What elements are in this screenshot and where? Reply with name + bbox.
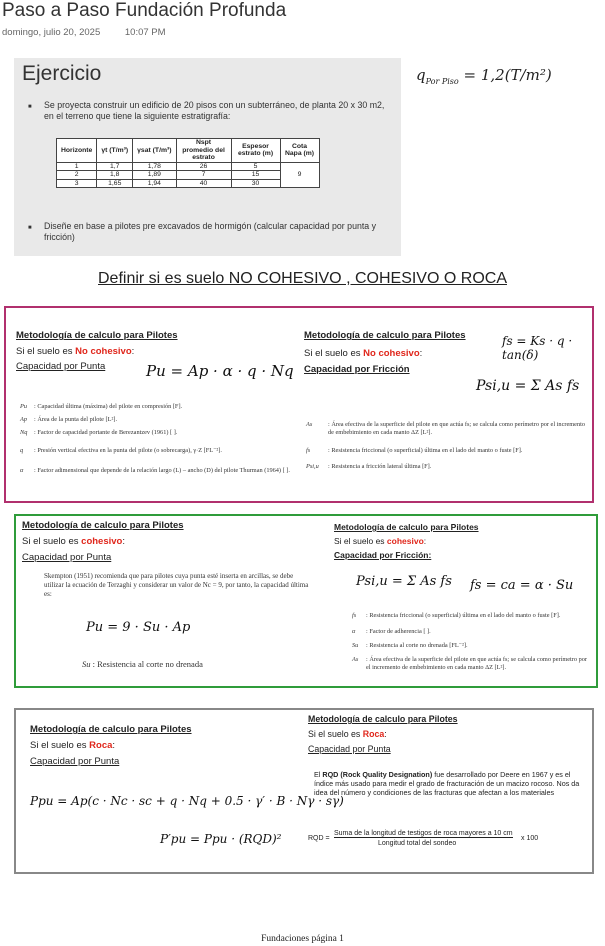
soil-type: cohesivo [81, 536, 123, 547]
rqd-denominator: Longitud total del sondeo [378, 840, 457, 847]
soil-type: Roca [362, 729, 385, 739]
definir-heading: Definir si es suelo NO COHESIVO , COHESIVO O ROCA [98, 270, 507, 287]
soil-line-suffix: : [423, 536, 427, 546]
table-cell: 1,94 [133, 179, 176, 188]
rqd-paragraph-prefix: El [314, 770, 323, 779]
soil-type: Roca [89, 740, 113, 751]
ejercicio-heading: Ejercicio [22, 62, 102, 85]
table-row [57, 162, 320, 171]
definition-symbol: Psi,u [306, 463, 319, 470]
ejercicio-bullet-2: ■ Diseñe en base a pilotes pre excavados de hormigón (calcular capacidad por punta y fricción) [44, 221, 389, 243]
table-header: Espesor estrato (m) [231, 139, 280, 163]
rqd-multiplier: x 100 [521, 835, 539, 842]
equation-pu: Pu = Ap · α · q · Nq [146, 362, 294, 380]
table-cell: 5 [231, 162, 280, 171]
table-cell: 1,65 [97, 179, 133, 188]
rqd-term: RQD (Rock Quality Designation) [322, 770, 433, 779]
equation-fs: fs = Ks · q · tan(δ) [502, 334, 573, 362]
cohesivo-box [14, 514, 598, 688]
ejercicio-bullet-1: ■ Se proyecta construir un edificio de 20 pisos con un subterráneo, de planta 20 x 30 m2, en el terreno que tiene la siguiente estratigrafía: [44, 100, 389, 122]
rqd-paragraph-text: fue desarrollado por Deere en 1967 y es el índice más usado para medir el grado de fracturación de un macizo rocoso. Nos da idea del número y condiciones de las fracturas que afectan a los materiales [314, 770, 580, 797]
definitions-list [306, 421, 588, 491]
definition-text: : Área efectiva de la superficie del pilote en que actúa fs; se calcula como perímetro por el incremento de embebimiento en cada manto ΔZ [L²]. [366, 656, 587, 671]
definition-symbol: As [352, 656, 359, 663]
definitions-list [20, 403, 292, 499]
equation-psi: Psi,u = Σ As fs [476, 378, 580, 394]
table-cell: 1,89 [133, 171, 176, 180]
soil-type: cohesivo [386, 536, 424, 546]
page-footer: Fundaciones página 1 [261, 934, 344, 944]
definition-text: : Presión vertical efectiva en la punta del pilote (o sobrecarga), γ·Z [FL⁻²]. [34, 447, 222, 454]
capacity-label: Capacidad por Punta [308, 744, 391, 754]
soil-line [308, 729, 387, 739]
soil-line-suffix: : [419, 348, 423, 359]
rqd-numerator: Suma de la longitud de testigos de roca mayores a 10 cm [334, 830, 513, 837]
soil-line-suffix: : [112, 740, 116, 751]
definition-symbol: Nq [20, 429, 28, 436]
definition-text: : Resistencia friccional (o superficial) última en el lado del manto o fuste [F]. [366, 612, 561, 619]
method-heading: Metodología de calculo para Pilotes [16, 330, 178, 341]
soil-line [30, 740, 115, 751]
method-heading: Metodología de calculo para Pilotes [308, 714, 458, 724]
method-heading: Metodología de calculo para Pilotes [22, 520, 184, 531]
soil-line-prefix: Si el suelo es [16, 346, 76, 357]
table-header: γt (T/m³) [97, 139, 133, 163]
method-heading: Metodología de calculo para Pilotes [30, 724, 192, 735]
page-meta [2, 27, 166, 38]
handwritten-note [416, 66, 552, 86]
table-header: Nspt promedio del estrato [176, 139, 231, 163]
soil-line [304, 348, 422, 359]
soil-line-prefix: Si el suelo es [308, 729, 363, 739]
definition-text: : Área efectiva de la superficie del pilote en que actúa fs; se calcula como perímetro por el incremento de embebimiento en cada manto ΔZ [L²]. [328, 421, 586, 436]
table-header: γsat (T/m³) [133, 139, 176, 163]
equation-psi-cohesivo: Psi,u = Σ As fs [356, 574, 452, 589]
table-cell: 40 [176, 179, 231, 188]
soil-type: No cohesivo [75, 346, 132, 357]
rqd-label: RQD = [308, 835, 330, 842]
soil-line-suffix: : [384, 729, 387, 739]
definition-symbol: fs [352, 612, 357, 619]
definition-text: : Factor adimensional que depende de la relación largo (L) – ancho (D) del pilote Thurman (1964) [ ]. [34, 467, 290, 474]
soil-line-prefix: Si el suelo es [22, 536, 82, 547]
handwritten-q: q [416, 66, 426, 84]
definition-symbol: As [306, 421, 313, 428]
definition-text: : Área de la punta del pilote [L²]. [34, 416, 118, 423]
definition-symbol: fs [306, 447, 311, 454]
soil-line-prefix: Si el suelo es [304, 348, 364, 359]
definition-text: : Resistencia al corte no drenada [92, 659, 203, 669]
table-header-row [57, 139, 320, 163]
table-cell: 2 [57, 171, 97, 180]
definition-text: : Capacidad última (máxima) del pilote en compresión [F]. [34, 403, 183, 410]
definitions-list [352, 612, 588, 682]
definition-text: : Resistencia friccional (o superficial) última en el lado del manto o fuste [F]. [328, 447, 523, 454]
table-cell: 1,7 [97, 162, 133, 171]
handwritten-sub: Por Piso [425, 77, 459, 86]
definition-symbol: Su [352, 642, 359, 649]
definition-text: : Resistencia a fricción lateral última [F]. [328, 463, 432, 470]
soil-line-prefix: Si el suelo es [30, 740, 90, 751]
page-time: 10:07 PM [124, 27, 166, 38]
soil-line-prefix: Si el suelo es [334, 536, 387, 546]
definition-symbol: Ap [20, 416, 27, 423]
definition-symbol: q [20, 447, 24, 454]
table-cell: 15 [231, 171, 280, 180]
capacity-label: Capacidad por Punta [30, 756, 120, 767]
table-cell: 7 [176, 171, 231, 180]
capacity-label: Capacidad por Punta [22, 552, 112, 563]
table-cell: 1,78 [133, 162, 176, 171]
no-cohesivo-box [4, 306, 594, 503]
table-cell: 1 [57, 162, 97, 171]
method-heading: Metodología de calculo para Pilotes [304, 330, 466, 341]
definition-symbol: Pu [20, 403, 27, 410]
equation-fs-cohesivo: fs = ca = α · Su [470, 578, 574, 593]
equation-ppu-rqd: P′pu = Ppu · (RQD)² [160, 832, 282, 846]
soil-line [334, 536, 426, 546]
table-cell-napa: 9 [280, 162, 319, 188]
definition-text: : Factor de capacidad portante de Berezantzev (1961) [ ]. [34, 429, 178, 436]
page-title: Paso a Paso Fundación Profunda [2, 0, 287, 21]
definition-text: : Factor de adherencia [ ]. [366, 628, 431, 635]
table-cell: 3 [57, 179, 97, 188]
stratigraphy-table [56, 138, 320, 188]
rqd-paragraph [314, 770, 584, 797]
capacity-label: Capacidad por Fricción [304, 364, 410, 375]
handwritten-value: = 1,2(T/m²) [463, 66, 552, 84]
su-definition [82, 660, 203, 668]
roca-box [14, 708, 594, 874]
skempton-paragraph: Skempton (1951) recomienda que para pilotes cuya punta esté inserta en arcillas, se debe utilizar la ecuación de Terzaghi y considerar un valor de Nc = 9, por tanto, la capacidad última es: [44, 572, 309, 598]
soil-line [16, 346, 134, 357]
definition-symbol: α [352, 628, 356, 635]
capacity-label: Capacidad por Punta [16, 361, 106, 372]
table-header: Cota Napa (m) [280, 139, 319, 163]
table-row [57, 171, 320, 180]
table-header: Horizonte [57, 139, 97, 163]
equation-pu-cohesivo: Pu = 9 · Su · Ap [86, 620, 191, 635]
soil-line-suffix: : [131, 346, 135, 357]
soil-line-suffix: : [122, 536, 125, 547]
ejercicio-slide [14, 58, 401, 256]
page-date: domingo, julio 20, 2025 [2, 27, 101, 38]
soil-type: No cohesivo [363, 348, 420, 359]
definition-symbol: α [20, 467, 24, 474]
table-cell: 1,8 [97, 171, 133, 180]
table-row [57, 179, 320, 188]
definition-symbol: Su [82, 659, 91, 669]
capacity-label: Capacidad por Fricción: [334, 550, 432, 560]
equation-ppu: Ppu = Ap(c · Nc · sc + q · Nq + 0.5 · γ′ · B · Nγ · sγ) [30, 794, 344, 808]
table-cell: 30 [231, 179, 280, 188]
soil-line [22, 536, 125, 547]
definition-text: : Resistencia al corte no drenada [FL⁻²]. [366, 642, 468, 649]
method-heading: Metodología de calculo para Pilotes [334, 522, 479, 532]
table-cell: 26 [176, 162, 231, 171]
